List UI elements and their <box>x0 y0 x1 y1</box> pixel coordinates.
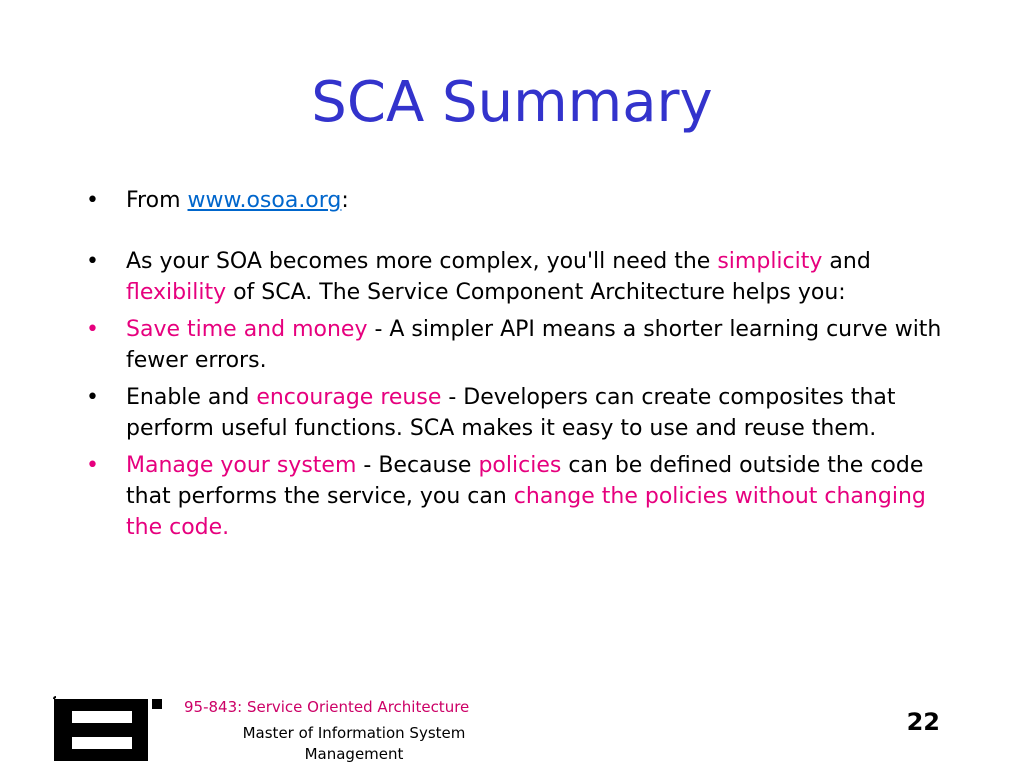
bullet-text: From <box>126 188 188 213</box>
bullet-text: As your SOA becomes more complex, you'll need the <box>126 249 718 274</box>
slide-title: SCA Summary <box>311 70 713 135</box>
footer-program-line: Master of Information System <box>242 724 466 742</box>
bullet-list <box>86 185 956 549</box>
highlight-change-policies: change the policies without changing the code. <box>126 484 926 540</box>
bullet-dot: • <box>86 188 99 213</box>
bullet-dot: • <box>86 317 99 342</box>
bullet-item-save-time <box>86 314 956 376</box>
bullet-text: - A simpler API means a shorter learning curve with fewer errors. <box>126 317 942 373</box>
bullet-text: can be defined outside the code that performs the service, you can <box>126 453 924 509</box>
bullet-text: : <box>341 188 349 213</box>
bullet-item-manage <box>86 450 956 543</box>
bullet-dot: • <box>86 249 99 274</box>
bullet-text: of SCA. The Service Component Architecture helps you: <box>226 280 846 305</box>
footer-program-line: Management <box>304 745 404 763</box>
page-number: 22 <box>906 708 940 736</box>
footer-course-title: 95-843: Service Oriented Architecture <box>184 698 470 716</box>
bullet-text: - Because <box>356 453 479 478</box>
bullet-item-intro <box>86 246 956 308</box>
highlight-encourage-reuse: encourage reuse <box>256 385 442 410</box>
bullet-dot: • <box>86 453 99 478</box>
highlight-policies: policies <box>478 453 562 478</box>
bullet-item-reuse <box>86 382 956 444</box>
bullet-text: - Developers can create composites that perform useful functions. SCA makes it easy to use and reuse them. <box>126 385 896 441</box>
university-logo-icon <box>52 695 164 765</box>
osoa-link[interactable]: www.osoa.org <box>187 188 342 213</box>
highlight-save-time: Save time and money <box>126 317 368 342</box>
bullet-item-source <box>86 185 956 216</box>
bullet-text: and <box>822 249 871 274</box>
highlight-simplicity: simplicity <box>717 249 823 274</box>
highlight-manage-system: Manage your system <box>126 453 357 478</box>
highlight-flexibility: flexibility <box>126 280 227 305</box>
footer-program <box>214 723 494 765</box>
bullet-text: Enable and <box>126 385 257 410</box>
bullet-dot: • <box>86 385 99 410</box>
